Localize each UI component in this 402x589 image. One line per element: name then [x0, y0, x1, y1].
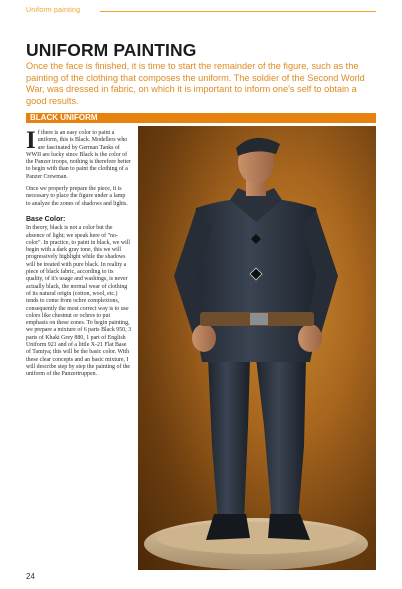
- intro-paragraph: Once the face is finished, it is time to start the remainder of the figure, such as the painting of the clothing that composes the uniform. The soldier of the Second World War, was dressed in fabric, on which it is important to inform one's self to obtain a good results.: [26, 61, 365, 106]
- figure-photo: [138, 126, 376, 570]
- page-title: UNIFORM PAINTING: [26, 40, 197, 60]
- page-number: 24: [26, 572, 35, 581]
- section-heading: BLACK UNIFORM: [30, 113, 98, 122]
- header-rule: [100, 11, 376, 12]
- drop-cap: I: [26, 127, 36, 154]
- subheading-base-color: Base Color:: [26, 215, 66, 223]
- paragraph-2: Once we properly prepare the piece, it is necessary to place the figure under a lamp to analyze the zones of shadows and lights.: [26, 186, 128, 207]
- paragraph-1: [26, 127, 131, 181]
- body-column: [26, 127, 132, 384]
- paragraph-3: In theory, black is not a color but the absence of light; we speak here of "no-color". In practice, to paint in black, we will begin with a dark gray tone, this we will progressively highlight while the shadows will be treated with pure black. In reality a piece of black fabric, according to its quality, of it's usage and washings, is never actually black, the normal wear of clothing of its natural origin (cotton, wool, etc.) tends to come from ochre complexions, consequently the most correct way is to use colors like chestnut or ochres to put emphasis on these zones. To begin painting, we prepare a mixture of 6 parts Black 950, 3 parts of Khaki Grey 880, 1 part of English Uniform 921 and of a little X-21 Flat Base of Tamiya; this will be the basic color. With these clear concepts and an basic mixture, I will describe step by step the painting of the uniform of the Panzertruppen.: [26, 225, 132, 378]
- panzer-crewman-figure-image: [138, 126, 376, 570]
- section-heading-bar: [26, 113, 376, 123]
- running-head: Uniform painting: [26, 7, 81, 14]
- paragraph-1-text: f there is an easy color to paint a uniform, this is Black. Modellers who are fascinated by German Tanks of WWII are lucky since Black is the color of the Panzer troops, nothing is therefore better to begin with than to paint the clothing of a Panzer Crewman.: [26, 130, 131, 180]
